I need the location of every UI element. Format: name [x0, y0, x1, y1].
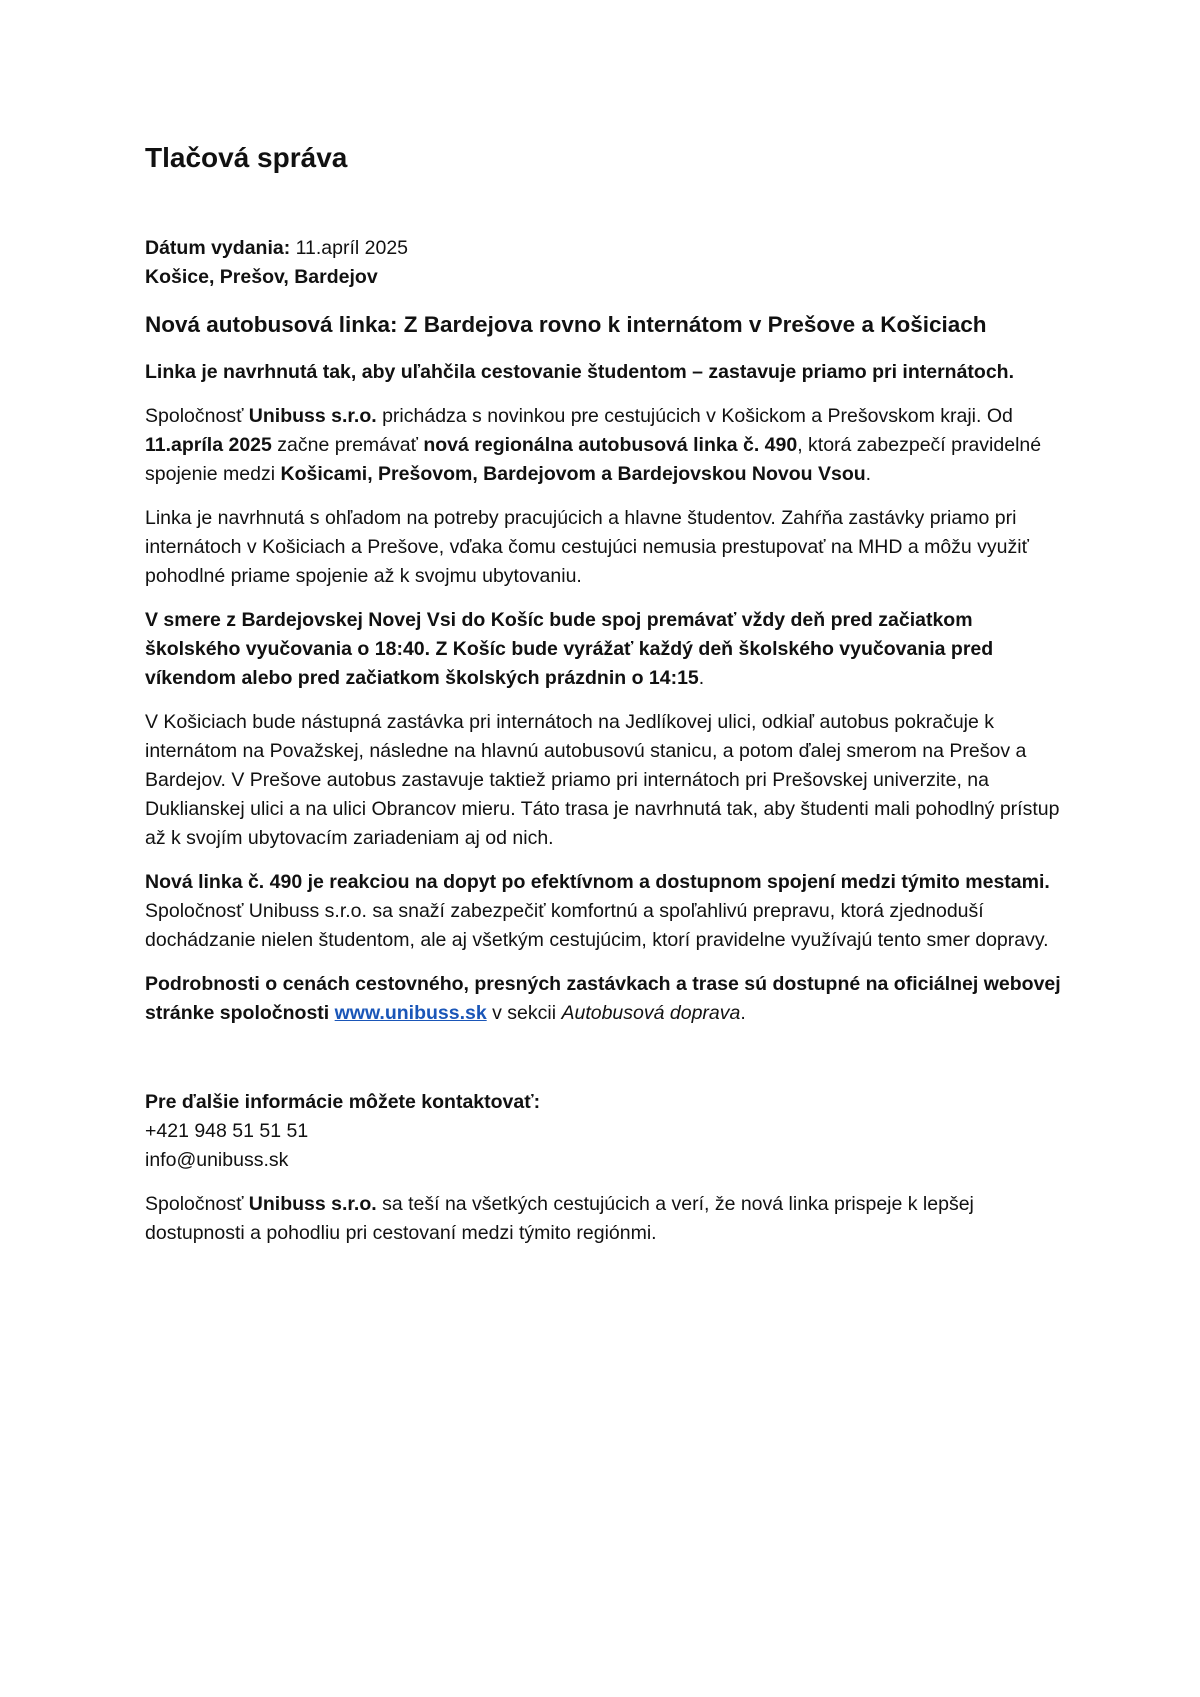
- contact-phone: +421 948 51 51 51: [145, 1120, 309, 1142]
- lead-paragraph: [145, 358, 1070, 387]
- reaction-text: Nová linka č. 490 je reakciou na dopyt po efektívnom a dostupnom spojení medzi týmito mestami.: [145, 871, 1050, 893]
- paragraph-reaction: [145, 868, 1070, 955]
- details-text: Podrobnosti o cenách cestovného, presných zastávkach a trase sú dostupné na oficiálnej webovej stránke spoločnosti: [145, 973, 1061, 1024]
- lead-text: Linka je navrhnutá tak, aby uľahčila cestovanie študentom – zastavuje priamo pri internátoch.: [145, 361, 1015, 383]
- release-date-label: Dátum vydania:: [145, 237, 291, 259]
- page-title: Tlačová správa: [145, 142, 348, 173]
- release-date-value: 11.apríl 2025: [290, 237, 409, 259]
- text-run: v sekcii: [486, 1002, 562, 1024]
- document-body: [145, 140, 1070, 1263]
- paragraph-schedule: [145, 606, 1070, 693]
- text-run: Spoločnosť: [145, 1193, 249, 1215]
- start-date: 11.apríla 2025: [145, 434, 272, 456]
- text-run: Spoločnosť Unibuss s.r.o. sa snaží zabezpečiť komfortnú a spoľahlivú prepravu, ktorá zjednoduší dochádzanie nielen študentom, ale aj všetkým cestujúcim, ktorí pravidelne využívajú tento smer dopravy.: [145, 900, 1049, 951]
- company-name: Unibuss s.r.o.: [248, 1193, 377, 1215]
- locations: [145, 263, 1070, 292]
- cities-list: Košicami, Prešovom, Bardejovom a Bardejovskou Novou Vsou: [280, 463, 866, 485]
- release-date: [145, 234, 1070, 263]
- website-link[interactable]: www.unibuss.sk: [334, 1002, 487, 1024]
- paragraph-route: V Košiciach bude nástupná zastávka pri internátoch na Jedlíkovej ulici, odkiaľ autobus pokračuje k internátom na Považskej, následne na hlavnú autobusovú stanicu, a potom ďalej smerom na Prešov a Bardejov. V Prešove autobus zastavuje taktiež priamo pri internátoch pri Prešovskej univerzite, na Duklianskej ulici a na ulici Obrancov mieru. Táto trasa je navrhnutá tak, aby študenti mali pohodlný prístup až k svojím ubytovacím zariadeniam aj od nich.: [145, 711, 1060, 849]
- text-run: sa teší na všetkých cestujúcich a verí, že nová linka prispeje k lepšej dostupnosti a pohodliu pri cestovaní medzi týmito regiónmi.: [145, 1193, 974, 1244]
- text-run: , ktorá zabezpečí pravidelné spojenie medzi: [145, 434, 1042, 485]
- contact-label-text: Pre ďalšie informácie môžete kontaktovať:: [145, 1091, 541, 1113]
- section-name: Autobusová doprava: [561, 1002, 741, 1024]
- contact-block: [145, 1088, 1070, 1175]
- paragraph-intro: [145, 402, 1070, 489]
- text-run: prichádza s novinkou pre cestujúcich v Košickom a Prešovskom kraji. Od: [376, 405, 1013, 427]
- text-run: .: [740, 1002, 746, 1024]
- company-name: Unibuss s.r.o.: [248, 405, 377, 427]
- locations-text: Košice, Prešov, Bardejov: [145, 266, 378, 288]
- schedule-text: V smere z Bardejovskej Novej Vsi do Košíc bude spoj premávať vždy deň pred začiatkom školského vyučovania o 18:40. Z Košíc bude vyrážať každý deň školského vyučovania pred víkendom alebo pred začiatkom školských prázdnin o 14:15: [145, 609, 994, 689]
- text-run: začne premávať: [271, 434, 424, 456]
- contact-email: info@unibuss.sk: [145, 1149, 289, 1171]
- paragraph-closing: [145, 1190, 1070, 1248]
- contact-label: [145, 1088, 1070, 1117]
- line-name: nová regionálna autobusová linka č. 490: [423, 434, 798, 456]
- text-run: .: [865, 463, 872, 485]
- paragraph-purpose: Linka je navrhnutá s ohľadom na potreby pracujúcich a hlavne študentov. Zahŕňa zastávky priamo pri internátoch v Košiciach a Prešove, vďaka čomu cestujúci nemusia prestupovať na MHD a môžu využiť pohodlné priame spojenie až k svojmu ubytovaniu.: [145, 507, 1029, 587]
- article-title: Nová autobusová linka: Z Bardejova rovno k internátom v Prešove a Košiciach: [145, 312, 987, 337]
- text-run: .: [698, 667, 705, 689]
- text-run: Spoločnosť: [145, 405, 249, 427]
- paragraph-details: [145, 970, 1070, 1028]
